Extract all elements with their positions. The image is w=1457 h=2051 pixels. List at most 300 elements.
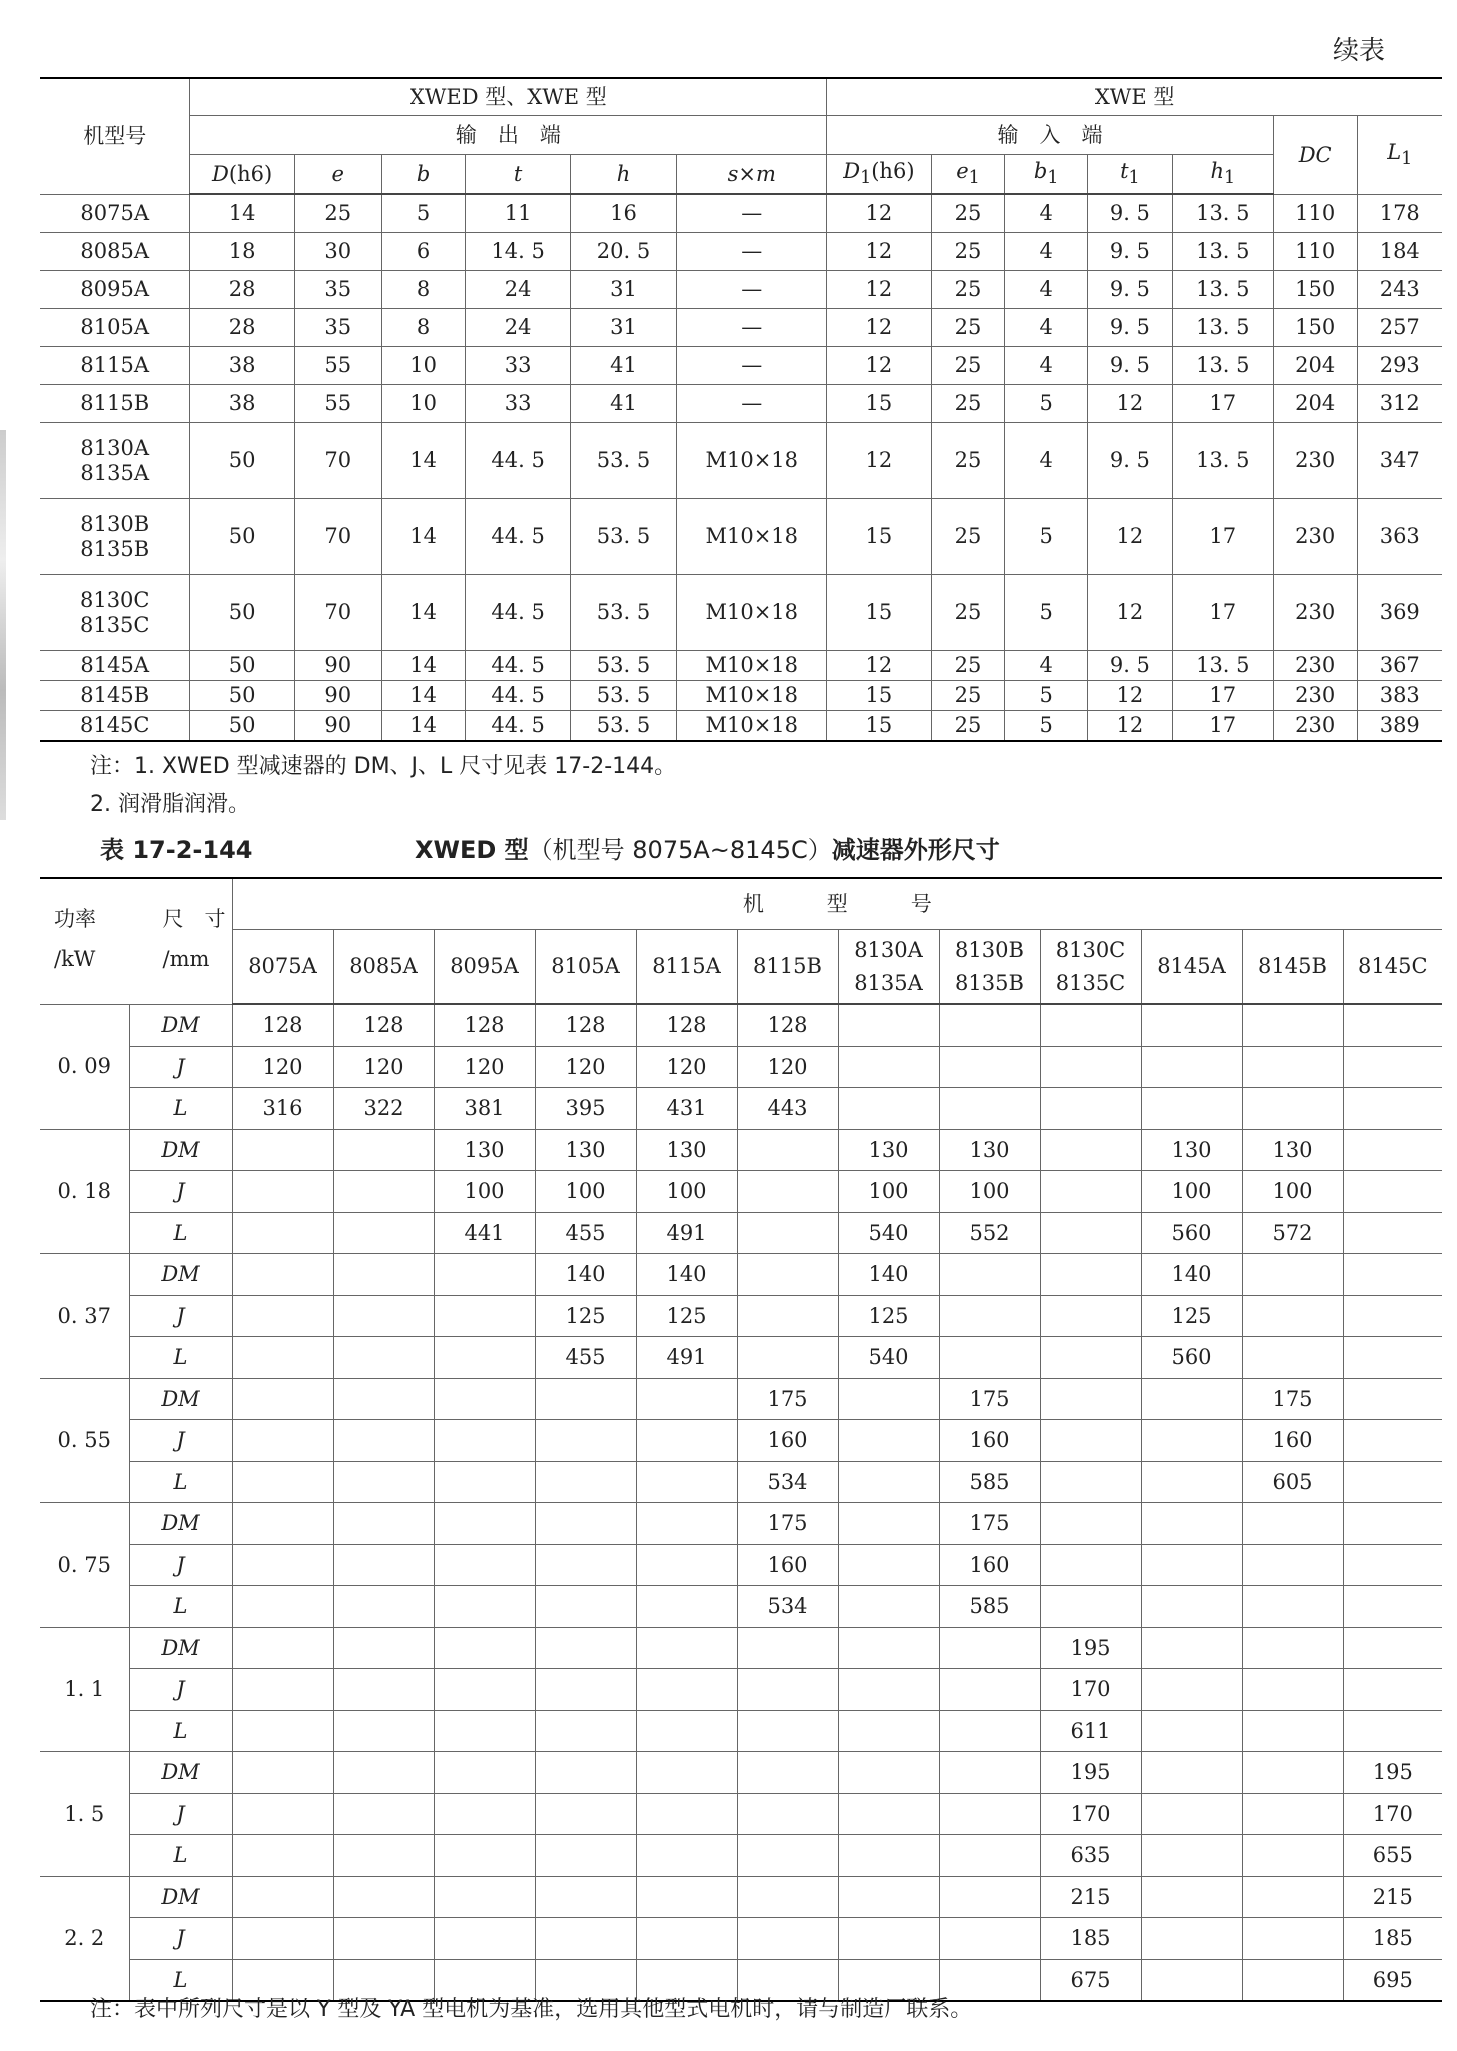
value-cell: 175 — [939, 1378, 1040, 1420]
value-cell: 90 — [294, 711, 381, 742]
table-row — [40, 1586, 1442, 1628]
dim-cell: DM — [129, 1752, 232, 1794]
value-cell: 230 — [1273, 681, 1357, 711]
value-cell — [1040, 1461, 1141, 1503]
model-header-line: 8135C — [1055, 970, 1126, 995]
col-header — [1172, 155, 1273, 195]
value-cell — [1242, 1337, 1343, 1379]
table1-notes — [90, 748, 676, 824]
model-header — [1242, 930, 1343, 1005]
model-header-line: 8085A — [349, 954, 418, 979]
value-cell — [939, 1918, 1040, 1960]
value-cell: 33 — [466, 347, 570, 385]
value-cell — [737, 1793, 838, 1835]
value-cell — [1141, 1503, 1242, 1545]
value-cell: 195 — [1040, 1627, 1141, 1669]
value-cell: 491 — [636, 1337, 737, 1379]
value-cell: 44. 5 — [466, 499, 570, 575]
value-cell — [1141, 1046, 1242, 1088]
value-cell: 195 — [1343, 1752, 1442, 1794]
col-l1-sub: 1 — [1401, 149, 1413, 170]
value-cell — [838, 1046, 939, 1088]
dim-cell: J — [129, 1295, 232, 1337]
dim-cell: DM — [129, 1254, 232, 1296]
value-cell: 4 — [1005, 194, 1088, 233]
value-cell — [333, 1461, 434, 1503]
model-cell — [40, 575, 190, 651]
value-cell — [434, 1669, 535, 1711]
value-cell: 395 — [535, 1088, 636, 1130]
model-line: 8095A — [80, 277, 150, 302]
table-row — [40, 1254, 1442, 1296]
col-header-main: e — [331, 161, 344, 186]
value-cell: 15 — [827, 711, 931, 742]
value-cell: 53. 5 — [570, 499, 676, 575]
value-cell: 25 — [931, 347, 1005, 385]
value-cell: 100 — [939, 1171, 1040, 1213]
model-header-line: 8135A — [854, 970, 923, 995]
table-row — [40, 499, 1442, 575]
value-cell — [333, 1212, 434, 1254]
value-cell: 25 — [931, 423, 1005, 499]
value-cell — [1141, 1004, 1242, 1046]
value-cell — [1040, 1171, 1141, 1213]
model-header — [939, 930, 1040, 1005]
col-header — [294, 155, 381, 195]
value-cell: 381 — [434, 1088, 535, 1130]
value-cell: 230 — [1273, 499, 1357, 575]
col-header — [381, 155, 466, 195]
value-cell — [636, 1669, 737, 1711]
value-cell: 13. 5 — [1172, 347, 1273, 385]
power-cell: 1. 1 — [40, 1627, 129, 1752]
value-cell — [838, 1669, 939, 1711]
value-cell — [333, 1295, 434, 1337]
col-header-main: b — [1033, 159, 1048, 184]
table-row — [40, 711, 1442, 742]
table-row — [40, 1088, 1442, 1130]
value-cell — [1040, 1254, 1141, 1296]
value-cell: 128 — [434, 1004, 535, 1046]
value-cell: M10×18 — [677, 575, 827, 651]
title-main: XWED 型 — [415, 836, 529, 864]
value-cell — [1343, 1420, 1442, 1462]
value-cell — [535, 1669, 636, 1711]
model-header-line: 8075A — [248, 954, 317, 979]
dim-cell: DM — [129, 1627, 232, 1669]
value-cell: 10 — [381, 385, 466, 423]
value-cell — [939, 1752, 1040, 1794]
value-cell: 130 — [535, 1129, 636, 1171]
value-cell: 120 — [636, 1046, 737, 1088]
value-cell: 363 — [1357, 499, 1442, 575]
value-cell: 605 — [1242, 1461, 1343, 1503]
value-cell: M10×18 — [677, 651, 827, 681]
model-header — [232, 930, 333, 1005]
col-header-main: h — [616, 161, 631, 186]
value-cell: 13. 5 — [1172, 651, 1273, 681]
dim-cell: J — [129, 1918, 232, 1960]
value-cell: 24 — [466, 271, 570, 309]
value-cell: M10×18 — [677, 681, 827, 711]
value-cell: 130 — [1242, 1129, 1343, 1171]
value-cell — [535, 1461, 636, 1503]
value-cell — [1141, 1876, 1242, 1918]
value-cell: 11 — [466, 194, 570, 233]
table-row — [40, 1004, 1442, 1046]
value-cell — [1343, 1669, 1442, 1711]
table-row — [40, 347, 1442, 385]
value-cell: 53. 5 — [570, 423, 676, 499]
value-cell — [1040, 1004, 1141, 1046]
value-cell: 150 — [1273, 271, 1357, 309]
value-cell — [1343, 1627, 1442, 1669]
value-cell — [333, 1710, 434, 1752]
table-row — [40, 1544, 1442, 1586]
value-cell: 572 — [1242, 1212, 1343, 1254]
col-header-sub: 1 — [860, 168, 872, 189]
value-cell: 4 — [1005, 233, 1088, 271]
value-cell — [1343, 1586, 1442, 1628]
value-cell: 100 — [535, 1171, 636, 1213]
table-row — [40, 681, 1442, 711]
value-cell: 50 — [190, 711, 294, 742]
col-header-main: e — [956, 159, 969, 184]
value-cell — [737, 1835, 838, 1877]
model-line: 8075A — [80, 201, 150, 226]
value-cell: 15 — [827, 499, 931, 575]
value-cell: 120 — [737, 1046, 838, 1088]
value-cell — [333, 1586, 434, 1628]
value-cell — [939, 1254, 1040, 1296]
value-cell: 4 — [1005, 271, 1088, 309]
value-cell — [1141, 1793, 1242, 1835]
value-cell: 16 — [570, 194, 676, 233]
value-cell — [1343, 1337, 1442, 1379]
value-cell — [1242, 1046, 1343, 1088]
table-row — [40, 1212, 1442, 1254]
value-cell: 552 — [939, 1212, 1040, 1254]
power-cell: 0. 55 — [40, 1378, 129, 1503]
value-cell: 611 — [1040, 1710, 1141, 1752]
value-cell: 25 — [931, 499, 1005, 575]
model-line: 8145C — [79, 713, 150, 738]
value-cell: 585 — [939, 1586, 1040, 1628]
col-header-main: t — [1120, 159, 1129, 184]
col-l1-main: L — [1387, 140, 1402, 165]
group-xwed-header: XWED 型、XWE 型 — [190, 78, 827, 116]
value-cell: 12 — [827, 651, 931, 681]
group-model-header: 机 型 号 — [232, 878, 1442, 930]
value-cell — [838, 1710, 939, 1752]
value-cell: 53. 5 — [570, 711, 676, 742]
value-cell — [737, 1918, 838, 1960]
value-cell: 110 — [1273, 194, 1357, 233]
value-cell — [434, 1503, 535, 1545]
value-cell — [636, 1876, 737, 1918]
value-cell: 4 — [1005, 309, 1088, 347]
col-header-x: × — [738, 161, 756, 186]
value-cell — [1040, 1046, 1141, 1088]
value-cell: 25 — [931, 385, 1005, 423]
value-cell: 25 — [931, 194, 1005, 233]
value-cell — [434, 1295, 535, 1337]
value-cell — [1141, 1918, 1242, 1960]
value-cell — [636, 1752, 737, 1794]
value-cell: 12 — [1088, 385, 1173, 423]
dim-cell: DM — [129, 1129, 232, 1171]
value-cell: 35 — [294, 271, 381, 309]
value-cell — [1242, 1088, 1343, 1130]
value-cell — [636, 1627, 737, 1669]
value-cell — [333, 1918, 434, 1960]
value-cell: 367 — [1357, 651, 1442, 681]
value-cell — [737, 1669, 838, 1711]
value-cell — [232, 1461, 333, 1503]
dim-cell: DM — [129, 1378, 232, 1420]
table-row — [40, 1378, 1442, 1420]
value-cell — [1242, 1295, 1343, 1337]
value-cell — [232, 1544, 333, 1586]
value-cell — [939, 1295, 1040, 1337]
value-cell: 12 — [827, 194, 931, 233]
table-row — [40, 309, 1442, 347]
dim-cell: DM — [129, 1503, 232, 1545]
value-cell: 38 — [190, 385, 294, 423]
value-cell — [232, 1503, 333, 1545]
table-row — [40, 1710, 1442, 1752]
value-cell: 25 — [931, 575, 1005, 651]
corner-power-line: 功率 — [54, 907, 96, 931]
value-cell — [737, 1627, 838, 1669]
value-cell — [838, 1420, 939, 1462]
value-cell — [434, 1544, 535, 1586]
value-cell: 15 — [827, 681, 931, 711]
value-cell — [535, 1876, 636, 1918]
value-cell: 25 — [931, 309, 1005, 347]
value-cell — [1242, 1959, 1343, 2001]
value-cell — [434, 1710, 535, 1752]
value-cell: 160 — [1242, 1420, 1343, 1462]
col-header-sub: 1 — [968, 168, 980, 189]
value-cell: 14 — [381, 711, 466, 742]
value-cell: 175 — [737, 1503, 838, 1545]
value-cell: 35 — [294, 309, 381, 347]
col-header-s: s — [727, 161, 739, 186]
value-cell: 316 — [232, 1088, 333, 1130]
value-cell: 70 — [294, 499, 381, 575]
col-header-sub: 1 — [1223, 168, 1236, 189]
corner-header — [40, 878, 232, 1004]
value-cell: 9. 5 — [1088, 309, 1173, 347]
value-cell: 13. 5 — [1172, 194, 1273, 233]
value-cell: 150 — [1273, 309, 1357, 347]
dim-cell: J — [129, 1793, 232, 1835]
value-cell: 125 — [535, 1295, 636, 1337]
dim-cell: L — [129, 1461, 232, 1503]
value-cell — [535, 1710, 636, 1752]
value-cell — [636, 1544, 737, 1586]
value-cell — [232, 1752, 333, 1794]
value-cell: 8 — [381, 309, 466, 347]
value-cell — [333, 1171, 434, 1213]
value-cell: 4 — [1005, 423, 1088, 499]
value-cell: 25 — [931, 233, 1005, 271]
value-cell — [939, 1876, 1040, 1918]
value-cell: 5 — [1005, 711, 1088, 742]
value-cell: 30 — [294, 233, 381, 271]
value-cell: 31 — [570, 271, 676, 309]
value-cell — [1141, 1669, 1242, 1711]
value-cell — [939, 1088, 1040, 1130]
value-cell — [636, 1793, 737, 1835]
value-cell — [838, 1461, 939, 1503]
value-cell: 128 — [535, 1004, 636, 1046]
value-cell: 204 — [1273, 347, 1357, 385]
value-cell — [434, 1793, 535, 1835]
value-cell: 70 — [294, 575, 381, 651]
table-row — [40, 1171, 1442, 1213]
model-header — [1141, 930, 1242, 1005]
model-header-line: 8105A — [551, 954, 620, 979]
value-cell: 120 — [535, 1046, 636, 1088]
value-cell: 9. 5 — [1088, 233, 1173, 271]
value-cell: 25 — [931, 271, 1005, 309]
value-cell: M10×18 — [677, 423, 827, 499]
table-row — [40, 1752, 1442, 1794]
value-cell: 6 — [381, 233, 466, 271]
dim-cell: J — [129, 1046, 232, 1088]
value-cell: 12 — [1088, 499, 1173, 575]
value-cell: 230 — [1273, 575, 1357, 651]
value-cell — [434, 1586, 535, 1628]
value-cell — [737, 1129, 838, 1171]
value-cell — [1141, 1710, 1242, 1752]
value-cell — [1343, 1295, 1442, 1337]
value-cell: 14 — [381, 499, 466, 575]
value-cell: 14. 5 — [466, 233, 570, 271]
dim-cell: L — [129, 1710, 232, 1752]
value-cell — [737, 1752, 838, 1794]
value-cell: 14 — [381, 651, 466, 681]
value-cell: 13. 5 — [1172, 423, 1273, 499]
model-header — [535, 930, 636, 1005]
table-row — [40, 271, 1442, 309]
value-cell: 230 — [1273, 651, 1357, 681]
value-cell — [434, 1420, 535, 1462]
value-cell — [434, 1627, 535, 1669]
value-cell: 534 — [737, 1586, 838, 1628]
value-cell — [1141, 1627, 1242, 1669]
value-cell — [737, 1171, 838, 1213]
value-cell — [232, 1129, 333, 1171]
value-cell — [1343, 1212, 1442, 1254]
value-cell: 215 — [1040, 1876, 1141, 1918]
value-cell: 24 — [466, 309, 570, 347]
value-cell — [1343, 1461, 1442, 1503]
value-cell: 560 — [1141, 1337, 1242, 1379]
value-cell — [333, 1254, 434, 1296]
value-cell: 170 — [1040, 1793, 1141, 1835]
value-cell — [636, 1586, 737, 1628]
value-cell: 100 — [434, 1171, 535, 1213]
value-cell — [1343, 1378, 1442, 1420]
model-line: 8115A — [80, 353, 150, 378]
value-cell — [333, 1876, 434, 1918]
value-cell: 455 — [535, 1337, 636, 1379]
value-cell — [232, 1212, 333, 1254]
model-header-line: 8145A — [1157, 954, 1226, 979]
value-cell: 17 — [1172, 575, 1273, 651]
value-cell — [333, 1835, 434, 1877]
value-cell: 12 — [827, 347, 931, 385]
model-cell — [40, 681, 190, 711]
value-cell — [737, 1876, 838, 1918]
col-header — [1088, 155, 1173, 195]
value-cell: 130 — [434, 1129, 535, 1171]
value-cell — [1040, 1295, 1141, 1337]
table-row — [40, 194, 1442, 233]
value-cell: 140 — [1141, 1254, 1242, 1296]
value-cell — [232, 1876, 333, 1918]
value-cell: 128 — [737, 1004, 838, 1046]
value-cell — [434, 1337, 535, 1379]
value-cell — [232, 1337, 333, 1379]
value-cell: 312 — [1357, 385, 1442, 423]
value-cell — [333, 1627, 434, 1669]
value-cell — [434, 1254, 535, 1296]
col-header-m: m — [755, 161, 776, 186]
page-edge-shadow — [0, 430, 6, 820]
value-cell — [1040, 1503, 1141, 1545]
value-cell — [838, 1793, 939, 1835]
model-cell — [40, 651, 190, 681]
power-cell: 0. 37 — [40, 1254, 129, 1379]
value-cell: 170 — [1343, 1793, 1442, 1835]
value-cell: 44. 5 — [466, 651, 570, 681]
col-header — [1005, 155, 1088, 195]
value-cell: 50 — [190, 499, 294, 575]
value-cell: 50 — [190, 651, 294, 681]
value-cell: 185 — [1343, 1918, 1442, 1960]
value-cell — [939, 1004, 1040, 1046]
value-cell: 53. 5 — [570, 651, 676, 681]
dim-cell: DM — [129, 1004, 232, 1046]
value-cell: 184 — [1357, 233, 1442, 271]
power-cell: 1. 5 — [40, 1752, 129, 1877]
value-cell — [535, 1420, 636, 1462]
title-paren: （机型号 8075A~8145C） — [528, 836, 832, 864]
model-header-line: 8130C — [1055, 938, 1126, 963]
value-cell: 15 — [827, 575, 931, 651]
value-cell: 128 — [333, 1004, 434, 1046]
value-cell: 140 — [636, 1254, 737, 1296]
value-cell: 4 — [1005, 651, 1088, 681]
value-cell — [1242, 1544, 1343, 1586]
table-row — [40, 1046, 1442, 1088]
value-cell — [535, 1918, 636, 1960]
value-cell — [232, 1586, 333, 1628]
value-cell: 13. 5 — [1172, 309, 1273, 347]
value-cell — [535, 1627, 636, 1669]
model-cell — [40, 271, 190, 309]
value-cell: 100 — [1141, 1171, 1242, 1213]
value-cell: 140 — [535, 1254, 636, 1296]
value-cell — [1242, 1627, 1343, 1669]
value-cell — [1343, 1171, 1442, 1213]
value-cell: 5 — [1005, 575, 1088, 651]
value-cell — [1040, 1586, 1141, 1628]
